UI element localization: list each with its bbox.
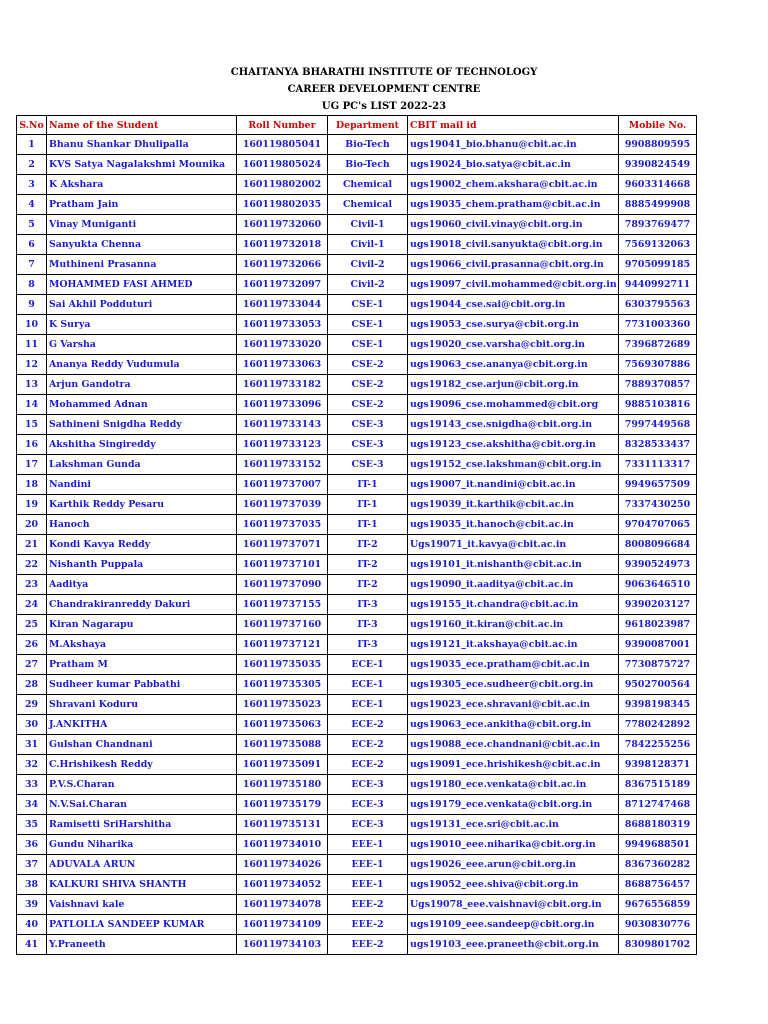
cell-sno: 39 — [17, 895, 47, 915]
cell-department: ECE-2 — [328, 715, 408, 735]
table-row — [17, 595, 697, 615]
cell-sno: 29 — [17, 695, 47, 715]
cell-mail: ugs19044_cse.sai@cbit.org.in — [408, 295, 619, 315]
cell-sno: 27 — [17, 655, 47, 675]
cell-mobile: 9063646510 — [619, 575, 697, 595]
cell-name: Ramisetti SriHarshitha — [47, 815, 237, 835]
cell-department: ECE-3 — [328, 815, 408, 835]
cell-mobile: 7569132063 — [619, 235, 697, 255]
cell-sno: 10 — [17, 315, 47, 335]
cell-mobile: 9440992711 — [619, 275, 697, 295]
table-row — [17, 935, 697, 955]
cell-mobile: 6303795563 — [619, 295, 697, 315]
cell-department: CSE-1 — [328, 315, 408, 335]
cell-roll-number: 160119733096 — [237, 395, 328, 415]
cell-sno: 8 — [17, 275, 47, 295]
cell-name: Pratham M — [47, 655, 237, 675]
cell-roll-number: 160119737155 — [237, 595, 328, 615]
table-row — [17, 515, 697, 535]
cell-mobile: 9398128371 — [619, 755, 697, 775]
cell-name: Ananya Reddy Vudumula — [47, 355, 237, 375]
cell-sno: 35 — [17, 815, 47, 835]
cell-sno: 24 — [17, 595, 47, 615]
cell-sno: 2 — [17, 155, 47, 175]
table-row — [17, 495, 697, 515]
cell-name: Lakshman Gunda — [47, 455, 237, 475]
cell-roll-number: 160119734010 — [237, 835, 328, 855]
cell-name: Arjun Gandotra — [47, 375, 237, 395]
cell-sno: 3 — [17, 175, 47, 195]
cell-mobile: 9618023987 — [619, 615, 697, 635]
cell-mobile: 7997449568 — [619, 415, 697, 435]
cell-mail: ugs19020_cse.varsha@cbit.org.in — [408, 335, 619, 355]
table-row — [17, 255, 697, 275]
cell-sno: 13 — [17, 375, 47, 395]
cell-roll-number: 160119733182 — [237, 375, 328, 395]
cell-roll-number: 160119735305 — [237, 675, 328, 695]
cell-mail: ugs19035_ece.pratham@cbit.ac.in — [408, 655, 619, 675]
cell-roll-number: 160119735088 — [237, 735, 328, 755]
cell-mail: ugs19305_ece.sudheer@cbit.org.in — [408, 675, 619, 695]
cell-mobile: 9502700564 — [619, 675, 697, 695]
cell-department: EEE-1 — [328, 855, 408, 875]
cell-sno: 16 — [17, 435, 47, 455]
cell-department: ECE-2 — [328, 735, 408, 755]
cell-mail: ugs19123_cse.akshitha@cbit.org.in — [408, 435, 619, 455]
cell-department: CSE-2 — [328, 355, 408, 375]
table-row — [17, 155, 697, 175]
cell-roll-number: 160119802035 — [237, 195, 328, 215]
table-row — [17, 455, 697, 475]
cell-mail: ugs19035_chem.pratham@cbit.ac.in — [408, 195, 619, 215]
cell-name: Aaditya — [47, 575, 237, 595]
column-header-name: Name of the Student — [47, 116, 237, 135]
cell-mobile: 7889370857 — [619, 375, 697, 395]
cell-mobile: 8008096684 — [619, 535, 697, 555]
cell-name: PATLOLLA SANDEEP KUMAR — [47, 915, 237, 935]
cell-sno: 21 — [17, 535, 47, 555]
cell-roll-number: 160119733152 — [237, 455, 328, 475]
cell-name: KVS Satya Nagalakshmi Mounika — [47, 155, 237, 175]
cell-roll-number: 160119735091 — [237, 755, 328, 775]
table-header-row — [17, 116, 697, 135]
column-header-mobile: Mobile No. — [619, 116, 697, 135]
cell-name: Vaishnavi kale — [47, 895, 237, 915]
cell-sno: 22 — [17, 555, 47, 575]
table-row — [17, 275, 697, 295]
table-row — [17, 875, 697, 895]
cell-mobile: 8367360282 — [619, 855, 697, 875]
cell-mail: ugs19018_civil.sanyukta@cbit.org.in — [408, 235, 619, 255]
cell-department: IT-3 — [328, 595, 408, 615]
table-row — [17, 715, 697, 735]
cell-department: EEE-2 — [328, 915, 408, 935]
cell-roll-number: 160119735131 — [237, 815, 328, 835]
cell-name: Shravani Koduru — [47, 695, 237, 715]
cell-department: EEE-1 — [328, 835, 408, 855]
cell-roll-number: 160119737071 — [237, 535, 328, 555]
cell-sno: 23 — [17, 575, 47, 595]
table-row — [17, 215, 697, 235]
cell-mail: Ugs19078_eee.vaishnavi@cbit.org.in — [408, 895, 619, 915]
cell-name: Gulshan Chandnani — [47, 735, 237, 755]
cell-department: ECE-3 — [328, 775, 408, 795]
cell-mail: ugs19035_it.hanoch@cbit.ac.in — [408, 515, 619, 535]
cell-mail: ugs19090_it.aaditya@cbit.ac.in — [408, 575, 619, 595]
cell-name: Nishanth Puppala — [47, 555, 237, 575]
cell-mail: ugs19131_ece.sri@cbit.ac.in — [408, 815, 619, 835]
cell-mail: ugs19026_eee.arun@cbit.org.in — [408, 855, 619, 875]
cell-department: ECE-1 — [328, 675, 408, 695]
cell-name: Chandrakiranreddy Dakuri — [47, 595, 237, 615]
cell-sno: 25 — [17, 615, 47, 635]
cell-mail: ugs19053_cse.surya@cbit.org.in — [408, 315, 619, 335]
cell-mobile: 9949657509 — [619, 475, 697, 495]
cell-department: CSE-1 — [328, 335, 408, 355]
cell-mobile: 7730875727 — [619, 655, 697, 675]
cell-mail: ugs19063_cse.ananya@cbit.org.in — [408, 355, 619, 375]
cell-roll-number: 160119735035 — [237, 655, 328, 675]
cell-sno: 38 — [17, 875, 47, 895]
cell-roll-number: 160119733020 — [237, 335, 328, 355]
cell-name: Pratham Jain — [47, 195, 237, 215]
cell-mobile: 9390524973 — [619, 555, 697, 575]
cell-name: Y.Praneeth — [47, 935, 237, 955]
cell-mobile: 7893769477 — [619, 215, 697, 235]
cell-sno: 5 — [17, 215, 47, 235]
cell-department: IT-3 — [328, 635, 408, 655]
cell-department: IT-2 — [328, 555, 408, 575]
table-row — [17, 695, 697, 715]
table-row — [17, 235, 697, 255]
cell-mobile: 9704707065 — [619, 515, 697, 535]
cell-sno: 33 — [17, 775, 47, 795]
cell-department: IT-1 — [328, 515, 408, 535]
cell-mail: ugs19097_civil.mohammed@cbit.org.in — [408, 275, 619, 295]
cell-mobile: 9390824549 — [619, 155, 697, 175]
cell-roll-number: 160119737035 — [237, 515, 328, 535]
cell-sno: 18 — [17, 475, 47, 495]
cell-roll-number: 160119734052 — [237, 875, 328, 895]
cell-roll-number: 160119737090 — [237, 575, 328, 595]
cell-name: Sai Akhil Podduturi — [47, 295, 237, 315]
table-row — [17, 375, 697, 395]
cell-mobile: 7337430250 — [619, 495, 697, 515]
cell-name: ADUVALA ARUN — [47, 855, 237, 875]
table-row — [17, 535, 697, 555]
centre-title: CAREER DEVELOPMENT CENTRE — [287, 84, 481, 95]
cell-mail: ugs19143_cse.snigdha@cbit.org.in — [408, 415, 619, 435]
cell-mobile: 7731003360 — [619, 315, 697, 335]
cell-roll-number: 160119734103 — [237, 935, 328, 955]
table-row — [17, 295, 697, 315]
cell-mail: ugs19041_bio.bhanu@cbit.ac.in — [408, 135, 619, 155]
cell-sno: 17 — [17, 455, 47, 475]
cell-department: IT-3 — [328, 615, 408, 635]
cell-mail: ugs19060_civil.vinay@cbit.org.in — [408, 215, 619, 235]
cell-mail: ugs19010_eee.niharika@cbit.org.in — [408, 835, 619, 855]
cell-department: CSE-3 — [328, 435, 408, 455]
cell-roll-number: 160119737007 — [237, 475, 328, 495]
cell-mobile: 8367515189 — [619, 775, 697, 795]
cell-name: Bhanu Shankar Dhulipalla — [47, 135, 237, 155]
cell-name: Nandini — [47, 475, 237, 495]
students-table — [16, 115, 697, 955]
cell-mail: Ugs19071_it.kavya@cbit.ac.in — [408, 535, 619, 555]
table-row — [17, 735, 697, 755]
cell-roll-number: 160119732018 — [237, 235, 328, 255]
cell-department: CSE-3 — [328, 455, 408, 475]
cell-sno: 12 — [17, 355, 47, 375]
cell-mobile: 7780242892 — [619, 715, 697, 735]
cell-mail: ugs19088_ece.chandnani@cbit.ac.in — [408, 735, 619, 755]
cell-name: J.ANKITHA — [47, 715, 237, 735]
cell-department: ECE-1 — [328, 695, 408, 715]
cell-name: P.V.S.Charan — [47, 775, 237, 795]
cell-name: Vinay Muniganti — [47, 215, 237, 235]
cell-roll-number: 160119735063 — [237, 715, 328, 735]
cell-sno: 7 — [17, 255, 47, 275]
column-header-sno: S.No — [17, 116, 47, 135]
cell-mobile: 7842255256 — [619, 735, 697, 755]
table-row — [17, 135, 697, 155]
cell-roll-number: 160119735023 — [237, 695, 328, 715]
cell-mobile: 8885499908 — [619, 195, 697, 215]
cell-department: CSE-2 — [328, 375, 408, 395]
cell-department: ECE-2 — [328, 755, 408, 775]
cell-department: Civil-1 — [328, 215, 408, 235]
cell-department: IT-1 — [328, 495, 408, 515]
cell-mail: ugs19101_it.nishanth@cbit.ac.in — [408, 555, 619, 575]
cell-roll-number: 160119734109 — [237, 915, 328, 935]
cell-mobile: 9705099185 — [619, 255, 697, 275]
cell-roll-number: 160119733123 — [237, 435, 328, 455]
cell-roll-number: 160119733143 — [237, 415, 328, 435]
cell-mobile: 9390087001 — [619, 635, 697, 655]
cell-roll-number: 160119734026 — [237, 855, 328, 875]
cell-sno: 36 — [17, 835, 47, 855]
cell-roll-number: 160119733063 — [237, 355, 328, 375]
cell-sno: 28 — [17, 675, 47, 695]
table-row — [17, 355, 697, 375]
cell-sno: 31 — [17, 735, 47, 755]
cell-roll-number: 160119737160 — [237, 615, 328, 635]
cell-name: G Varsha — [47, 335, 237, 355]
cell-mobile: 7396872689 — [619, 335, 697, 355]
table-row — [17, 835, 697, 855]
table-row — [17, 755, 697, 775]
table-row — [17, 855, 697, 875]
cell-mobile: 8328533437 — [619, 435, 697, 455]
cell-sno: 15 — [17, 415, 47, 435]
cell-sno: 20 — [17, 515, 47, 535]
cell-mobile: 9885103816 — [619, 395, 697, 415]
cell-mail: ugs19066_civil.prasanna@cbit.org.in — [408, 255, 619, 275]
cell-roll-number: 160119737101 — [237, 555, 328, 575]
cell-sno: 4 — [17, 195, 47, 215]
table-row — [17, 615, 697, 635]
cell-name: Gundu Niharika — [47, 835, 237, 855]
cell-mobile: 9949688501 — [619, 835, 697, 855]
cell-name: N.V.Sai.Charan — [47, 795, 237, 815]
cell-mobile: 9390203127 — [619, 595, 697, 615]
cell-department: Chemical — [328, 195, 408, 215]
cell-department: IT-2 — [328, 575, 408, 595]
cell-mobile: 8688756457 — [619, 875, 697, 895]
table-row — [17, 395, 697, 415]
cell-sno: 9 — [17, 295, 47, 315]
cell-sno: 37 — [17, 855, 47, 875]
table-row — [17, 655, 697, 675]
table-row — [17, 775, 697, 795]
cell-roll-number: 160119737121 — [237, 635, 328, 655]
cell-name: Sudheer kumar Pabbathi — [47, 675, 237, 695]
column-header-mail: CBIT mail id — [408, 116, 619, 135]
cell-name: Muthineni Prasanna — [47, 255, 237, 275]
column-header-roll-number: Roll Number — [237, 116, 328, 135]
cell-department: ECE-3 — [328, 795, 408, 815]
cell-mail: ugs19063_ece.ankitha@cbit.org.in — [408, 715, 619, 735]
cell-department: Bio-Tech — [328, 155, 408, 175]
cell-mobile: 8688180319 — [619, 815, 697, 835]
cell-mail: ugs19096_cse.mohammed@cbit.org — [408, 395, 619, 415]
cell-mobile: 8309801702 — [619, 935, 697, 955]
cell-name: Sanyukta Chenna — [47, 235, 237, 255]
cell-department: Civil-2 — [328, 255, 408, 275]
cell-department: CSE-2 — [328, 395, 408, 415]
table-row — [17, 815, 697, 835]
cell-mobile: 8712747468 — [619, 795, 697, 815]
cell-name: KALKURI SHIVA SHANTH — [47, 875, 237, 895]
cell-department: ECE-1 — [328, 655, 408, 675]
table-row — [17, 555, 697, 575]
table-row — [17, 315, 697, 335]
cell-mobile: 9676556859 — [619, 895, 697, 915]
cell-department: Bio-Tech — [328, 135, 408, 155]
cell-roll-number: 160119802002 — [237, 175, 328, 195]
cell-sno: 6 — [17, 235, 47, 255]
cell-name: K Surya — [47, 315, 237, 335]
table-row — [17, 795, 697, 815]
table-row — [17, 915, 697, 935]
table-row — [17, 675, 697, 695]
cell-mail: ugs19180_ece.venkata@cbit.ac.in — [408, 775, 619, 795]
column-header-department: Department — [328, 116, 408, 135]
cell-sno: 1 — [17, 135, 47, 155]
cell-name: Mohammed Adnan — [47, 395, 237, 415]
cell-sno: 40 — [17, 915, 47, 935]
cell-roll-number: 160119732060 — [237, 215, 328, 235]
cell-name: Kondi Kavya Reddy — [47, 535, 237, 555]
cell-mail: ugs19007_it.nandini@cbit.ac.in — [408, 475, 619, 495]
table-row — [17, 195, 697, 215]
table-row — [17, 895, 697, 915]
table-row — [17, 475, 697, 495]
cell-department: EEE-2 — [328, 895, 408, 915]
table-row — [17, 635, 697, 655]
cell-mobile: 9908809595 — [619, 135, 697, 155]
cell-department: EEE-1 — [328, 875, 408, 895]
cell-department: IT-1 — [328, 475, 408, 495]
cell-mail: ugs19052_eee.shiva@cbit.org.in — [408, 875, 619, 895]
cell-roll-number: 160119734078 — [237, 895, 328, 915]
cell-mail: ugs19091_ece.hrishikesh@cbit.ac.in — [408, 755, 619, 775]
cell-mail: ugs19103_eee.praneeth@cbit.org.in — [408, 935, 619, 955]
cell-sno: 26 — [17, 635, 47, 655]
cell-name: K Akshara — [47, 175, 237, 195]
cell-roll-number: 160119735180 — [237, 775, 328, 795]
cell-roll-number: 160119733053 — [237, 315, 328, 335]
cell-mail: ugs19179_ece.venkata@cbit.org.in — [408, 795, 619, 815]
cell-name: MOHAMMED FASI AHMED — [47, 275, 237, 295]
cell-mobile: 7569307886 — [619, 355, 697, 375]
cell-mail: ugs19155_it.chandra@cbit.ac.in — [408, 595, 619, 615]
table-row — [17, 435, 697, 455]
cell-mail: ugs19109_eee.sandeep@cbit.org.in — [408, 915, 619, 935]
cell-sno: 14 — [17, 395, 47, 415]
cell-mobile: 9603314668 — [619, 175, 697, 195]
cell-sno: 30 — [17, 715, 47, 735]
cell-mail: ugs19121_it.akshaya@cbit.ac.in — [408, 635, 619, 655]
cell-sno: 41 — [17, 935, 47, 955]
institute-title: CHAITANYA BHARATHI INSTITUTE OF TECHNOLOGY — [230, 67, 538, 78]
cell-department: Civil-1 — [328, 235, 408, 255]
cell-mail: ugs19182_cse.arjun@cbit.org.in — [408, 375, 619, 395]
cell-roll-number: 160119805041 — [237, 135, 328, 155]
table-row — [17, 335, 697, 355]
cell-mail: ugs19160_it.kiran@cbit.ac.in — [408, 615, 619, 635]
cell-name: Akshitha Singireddy — [47, 435, 237, 455]
cell-name: Sathineni Snigdha Reddy — [47, 415, 237, 435]
table-body — [17, 135, 697, 955]
table-row — [17, 575, 697, 595]
cell-department: CSE-1 — [328, 295, 408, 315]
cell-mail: ugs19002_chem.akshara@cbit.ac.in — [408, 175, 619, 195]
cell-name: Kiran Nagarapu — [47, 615, 237, 635]
table-row — [17, 175, 697, 195]
cell-roll-number: 160119737039 — [237, 495, 328, 515]
cell-roll-number: 160119733044 — [237, 295, 328, 315]
cell-department: EEE-2 — [328, 935, 408, 955]
cell-name: M.Akshaya — [47, 635, 237, 655]
cell-mail: ugs19039_it.karthik@cbit.ac.in — [408, 495, 619, 515]
cell-roll-number: 160119732097 — [237, 275, 328, 295]
cell-mobile: 7331113317 — [619, 455, 697, 475]
cell-sno: 32 — [17, 755, 47, 775]
cell-department: CSE-3 — [328, 415, 408, 435]
cell-roll-number: 160119732066 — [237, 255, 328, 275]
cell-mail: ugs19024_bio.satya@cbit.ac.in — [408, 155, 619, 175]
cell-name: C.Hrishikesh Reddy — [47, 755, 237, 775]
table-row — [17, 415, 697, 435]
cell-name: Hanoch — [47, 515, 237, 535]
cell-sno: 34 — [17, 795, 47, 815]
cell-mail: ugs19023_ece.shravani@cbit.ac.in — [408, 695, 619, 715]
cell-department: Chemical — [328, 175, 408, 195]
cell-sno: 11 — [17, 335, 47, 355]
cell-mail: ugs19152_cse.lakshman@cbit.org.in — [408, 455, 619, 475]
cell-name: Karthik Reddy Pesaru — [47, 495, 237, 515]
cell-department: IT-2 — [328, 535, 408, 555]
cell-roll-number: 160119805024 — [237, 155, 328, 175]
list-title: UG PC's LIST 2022-23 — [321, 101, 447, 112]
cell-sno: 19 — [17, 495, 47, 515]
cell-roll-number: 160119735179 — [237, 795, 328, 815]
cell-department: Civil-2 — [328, 275, 408, 295]
cell-mobile: 9398198345 — [619, 695, 697, 715]
cell-mobile: 9030830776 — [619, 915, 697, 935]
